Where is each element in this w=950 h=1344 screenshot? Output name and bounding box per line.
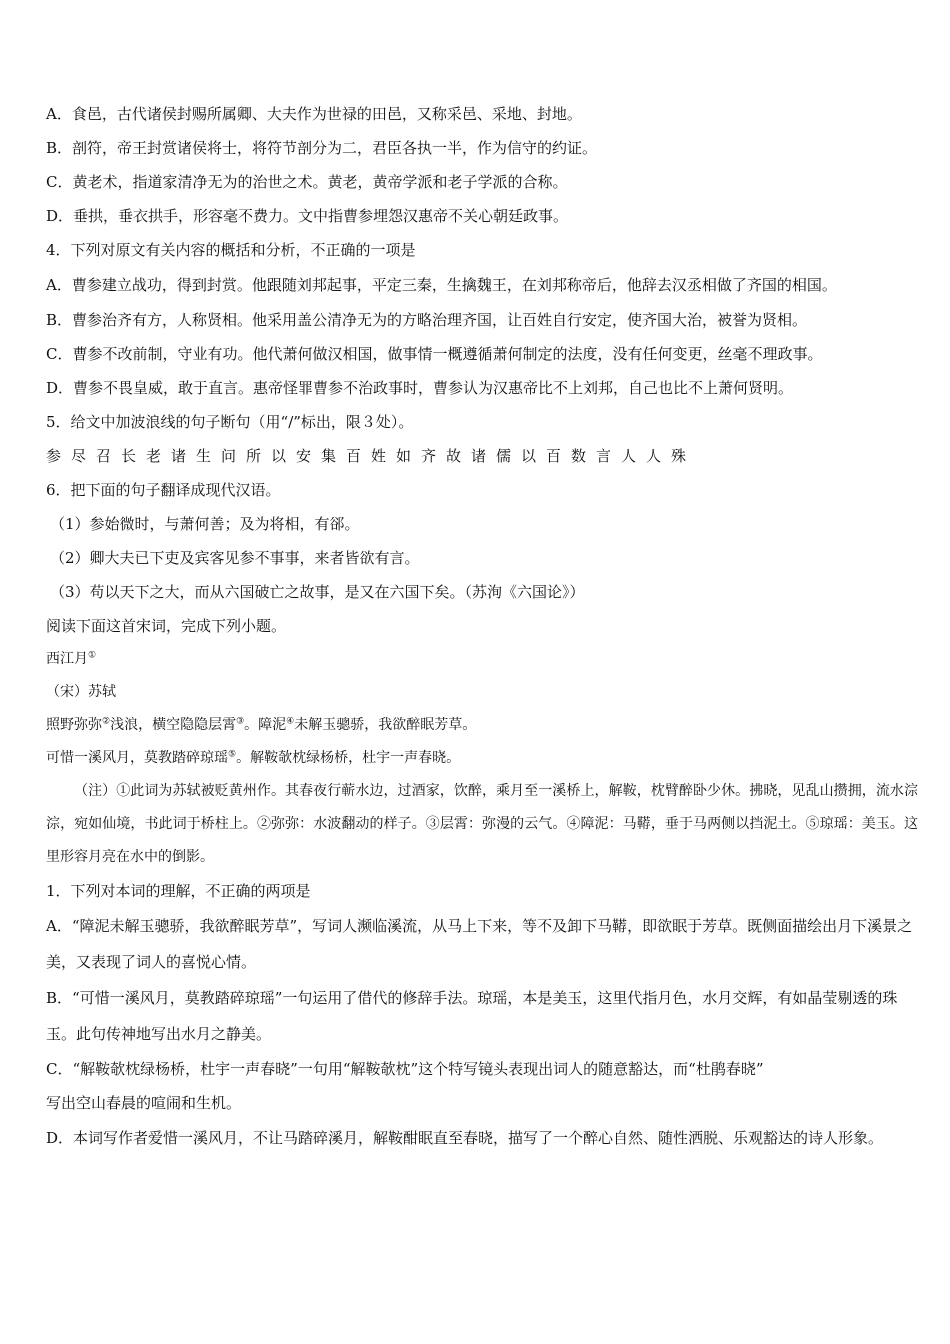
poem-line-1-seg: 。障泥 <box>244 717 287 733</box>
q3-option-d: D．垂拱，垂衣拱手，形容毫不费力。文中指曹参埋怨汉惠帝不关心朝廷政事。 <box>46 207 569 225</box>
poem-title <box>46 643 918 676</box>
sub1-option-d: D．本词写作者爱惜一溪风月，不让马踏碎溪月，解鞍酣眠直至春晓，描写了一个醉心自然、随性洒脱、乐观豁达的诗人形象。 <box>46 1129 884 1147</box>
note-mark: ④ <box>286 716 295 727</box>
q4-option-c: C．曹参不改前制，守业有功。他代萧何做汉相国，做事情一概遵循萧何制定的法度，没有任何变更，丝毫不理政事。 <box>46 345 823 363</box>
q6-sentence-3: （3）苟以天下之大，而从六国破亡之故事，是又在六国下矣。（苏洵《六国论》） <box>50 583 585 601</box>
poem-line-1 <box>46 709 918 742</box>
q6-stem: 6．把下面的句子翻译成现代汉语。 <box>46 481 281 499</box>
q4-option-b: B．曹参治齐有方，人称贤相。他采用盖公清净无为的方略治理齐国，让百姓自行安定，使齐国大治，被誉为贤相。 <box>46 311 808 329</box>
sub1-option-a: A．“障泥未解玉骢骄，我欲醉眠芳草”，写词人濒临溪流，从马上下来，等不及卸下马鞯，即欲眠于芳草。既侧面描绘出月下溪景之美，又表现了词人的喜悦心情。 <box>46 917 913 971</box>
q6-sentence-1: （1）参始微时，与萧何善；及为将相，有郤。 <box>50 515 360 533</box>
poem-notes: （注）①此词为苏轼被贬黄州作。其春夜行蕲水边，过酒家，饮醉，乘月至一溪桥上，解鞍，枕臂醉卧少休。拂晓，见乱山攒拥，流水淙淙，宛如仙境，书此词于桥柱上。②弥弥：水波翻动的样子。③层霄：弥漫的云气。④障泥：马鞯，垂于马两侧以挡泥土。⑤琼瑶：美玉。这里形容月亮在水中的倒影。 <box>46 783 918 865</box>
poem-author: （宋）苏轼 <box>46 684 116 700</box>
document-page <box>46 97 918 1156</box>
q5-sentence: 参尽召长老诸生问所以安集百姓如齐故诸儒以百数言人人殊 <box>46 447 697 465</box>
reading-intro: 阅读下面这首宋词，完成下列小题。 <box>46 617 287 635</box>
note-mark: ② <box>102 716 111 727</box>
q6-sentence-2: （2）卿大夫已下吏及宾客见参不事事，来者皆欲有言。 <box>50 549 420 567</box>
note-mark: ⑤ <box>228 749 237 760</box>
poem-line-1-seg: 未解玉骢骄，我欲醉眠芳草。 <box>294 717 477 733</box>
q3-option-a: A．食邑，古代诸侯封赐所属卿、大夫作为世禄的田邑，又称采邑、采地、封地。 <box>46 105 582 123</box>
note-mark: ③ <box>236 716 245 727</box>
q3-option-c: C．黄老术，指道家清净无为的治世之术。黄老，黄帝学派和老子学派的合称。 <box>46 173 568 191</box>
poem-line-2 <box>46 742 918 775</box>
sub1-option-c-line2: 写出空山春晨的喧闹和生机。 <box>46 1094 242 1112</box>
poem-line-1-seg: 照野弥弥 <box>46 717 102 733</box>
q4-option-d: D．曹参不畏皇威，敢于直言。惠帝怪罪曹参不治政事时，曹参认为汉惠帝比不上刘邦，自己也比不上萧何贤明。 <box>46 379 794 397</box>
sub1-option-c-line1: C．“解鞍欹枕绿杨桥，杜宇一声春晓”一句用“解鞍欹枕”这个特写镜头表现出词人的随意豁达，而“杜鹃春晓” <box>46 1060 764 1078</box>
poem-line-2-seg: 可惜一溪风月，莫教踏碎琼瑶 <box>46 750 228 766</box>
poem-title-text: 西江月 <box>46 651 88 667</box>
poem-line-2-seg: 。解鞍欹枕绿杨桥，杜宇一声春晓。 <box>236 750 461 766</box>
sub1-stem: 1．下列对本词的理解，不正确的两项是 <box>46 882 311 900</box>
q5-stem: 5．给文中加波浪线的句子断句（用“/”标出，限３处）。 <box>46 413 414 431</box>
q4-stem: 4．下列对原文有关内容的概括和分析，不正确的一项是 <box>46 241 416 259</box>
poem-line-1-seg: 浅浪，横空隐隐层霄 <box>110 717 237 733</box>
poem-title-note-mark: ① <box>88 650 97 661</box>
sub1-option-b: B．“可惜一溪风月，莫教踏碎琼瑶”一句运用了借代的修辞手法。琼瑶，本是美玉，这里代指月色，水月交辉，有如晶莹剔透的珠玉。此句传神地写出水月之静美。 <box>46 989 898 1043</box>
q3-option-b: B．剖符，帝王封赏诸侯将士，将符节剖分为二，君臣各执一半，作为信守的约证。 <box>46 139 598 157</box>
q4-option-a: A．曹参建立战功，得到封赏。他跟随刘邦起事，平定三秦，生擒魏王，在刘邦称帝后，他辞去汉丞相做了齐国的相国。 <box>46 276 837 294</box>
